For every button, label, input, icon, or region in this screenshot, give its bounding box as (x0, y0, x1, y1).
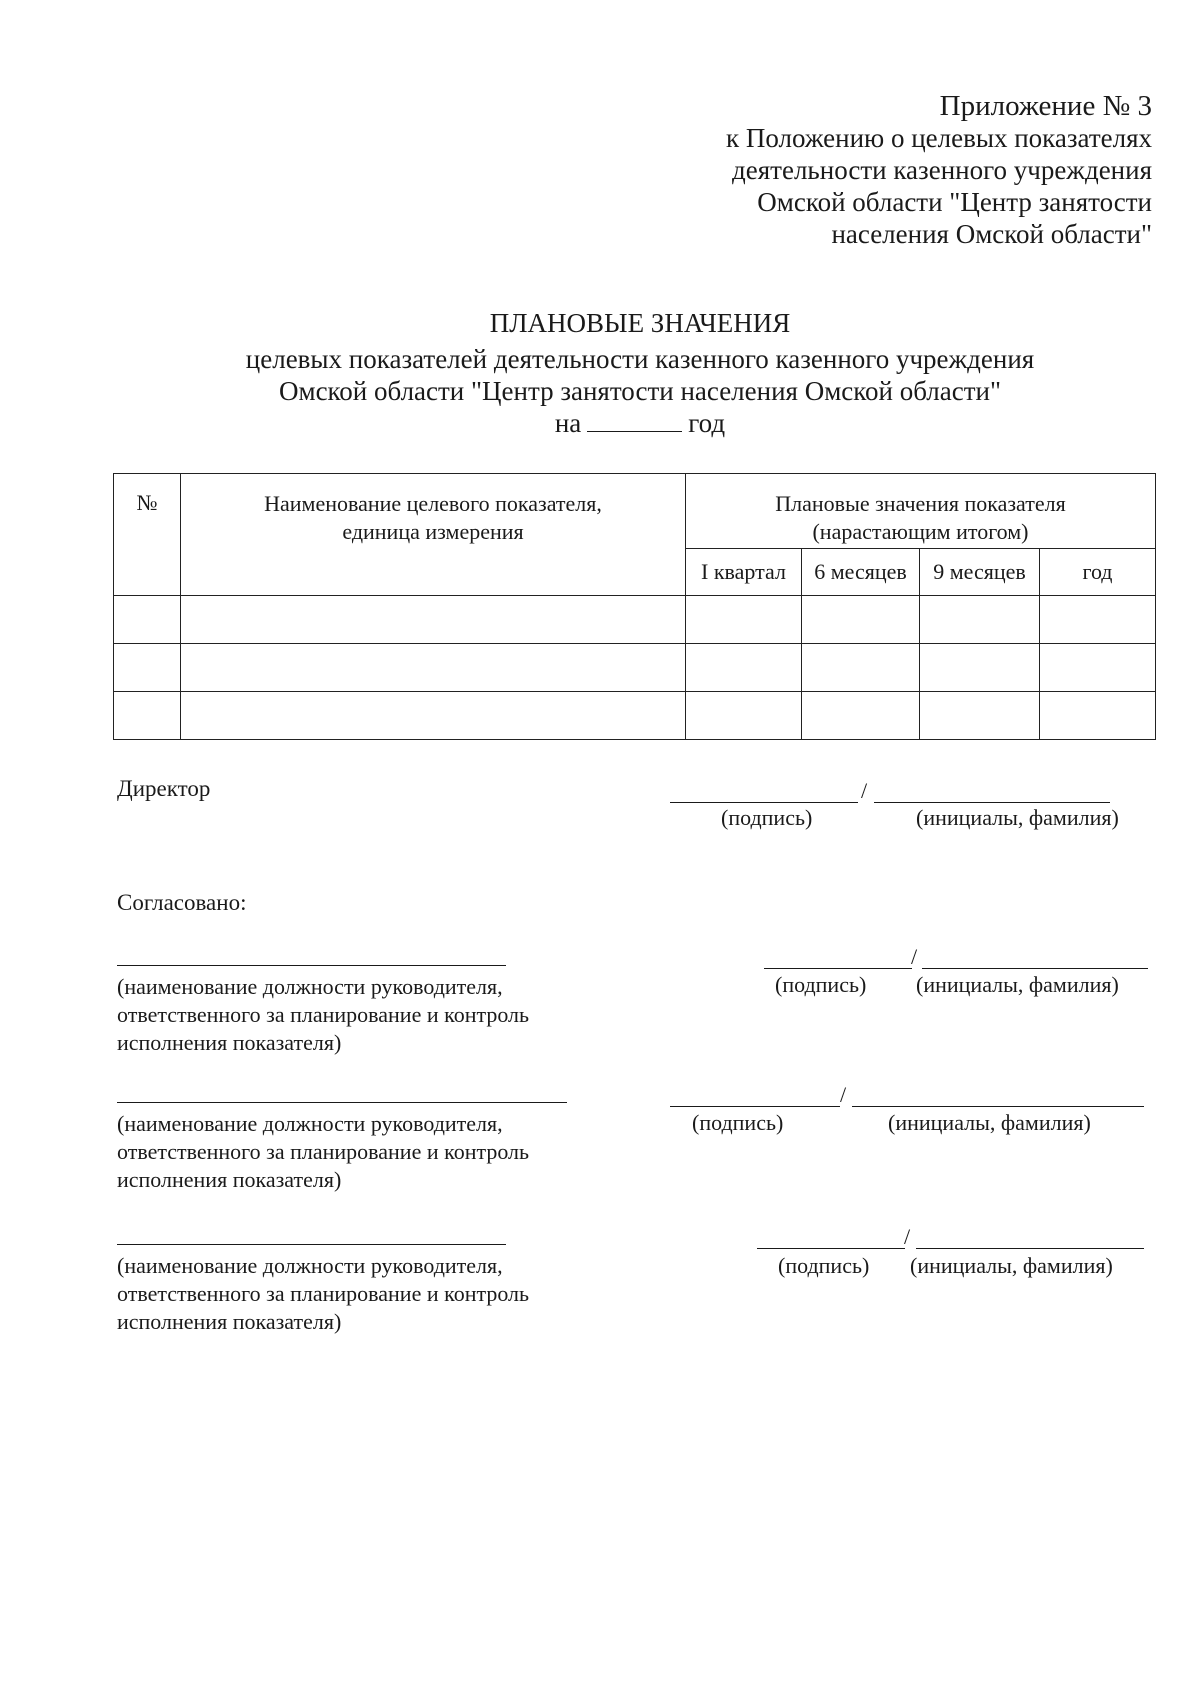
header-indicator-name (181, 474, 686, 596)
position-description-line: исполнения показателя) (117, 1309, 342, 1334)
position-description-line: исполнения показателя) (117, 1030, 342, 1055)
table-cell[interactable] (686, 596, 802, 644)
director-slash: / (861, 778, 868, 803)
table-cell[interactable] (181, 644, 686, 692)
position-description-line: исполнения показателя) (117, 1167, 342, 1192)
name-caption: (инициалы, фамилия) (888, 1110, 1091, 1135)
position-description-line: (наименование должности руководителя, (117, 974, 503, 999)
position-line[interactable] (117, 965, 506, 966)
header-indicator-name-line: Наименование целевого показателя, (264, 491, 602, 516)
signature-line[interactable] (757, 1248, 905, 1249)
table-cell[interactable] (686, 644, 802, 692)
director-signature-caption: (подпись) (721, 805, 813, 830)
header-number: № (114, 474, 181, 596)
director-signature-line[interactable] (670, 802, 858, 803)
position-description (117, 973, 637, 1057)
agreed-label: Согласовано: (117, 890, 247, 915)
header-indicator-name-line: единица измерения (342, 519, 524, 544)
position-description-line: ответственного за планирование и контроль (117, 1139, 530, 1164)
year-prefix: на (554, 408, 582, 438)
table-cell[interactable] (1040, 692, 1156, 740)
annex-reference-line: населения Омской области" (831, 219, 1152, 249)
table-cell[interactable] (920, 644, 1040, 692)
table-cell[interactable] (802, 644, 920, 692)
document-title: ПЛАНОВЫЕ ЗНАЧЕНИЯ (489, 308, 791, 338)
position-description (117, 1252, 637, 1336)
signature-caption: (подпись) (775, 972, 867, 997)
annex-reference-line: к Положению о целевых показателях (726, 123, 1152, 153)
document-subtitle: целевых показателей деятельности казенного казенного учреждения (245, 344, 1035, 374)
table-cell[interactable] (181, 692, 686, 740)
position-description-line: (наименование должности руководителя, (117, 1111, 503, 1136)
signature-slash: / (840, 1082, 847, 1107)
position-line[interactable] (117, 1244, 506, 1245)
position-description (117, 1110, 637, 1194)
table-header-row (114, 474, 1156, 549)
name-line[interactable] (922, 968, 1148, 969)
table-row (114, 596, 1156, 644)
signature-line[interactable] (764, 968, 912, 969)
table-cell[interactable] (114, 644, 181, 692)
annex-number: Приложение № 3 (939, 90, 1152, 122)
table-cell[interactable] (1040, 596, 1156, 644)
annex-reference-line: деятельности казенного учреждения (732, 155, 1152, 185)
signature-slash: / (904, 1224, 911, 1249)
year-line (40, 408, 1200, 439)
table-row (114, 692, 1156, 740)
table-cell[interactable] (1040, 644, 1156, 692)
year-suffix: год (688, 408, 726, 438)
director-name-line[interactable] (874, 802, 1110, 803)
header-9-months: 9 месяцев (920, 549, 1040, 596)
name-caption: (инициалы, фамилия) (910, 1253, 1113, 1278)
document-subtitle: Омской области "Центр занятости населения Омской области" (278, 376, 1001, 406)
header-plan-values (686, 474, 1156, 549)
table-cell[interactable] (920, 596, 1040, 644)
header-year: год (1040, 549, 1156, 596)
position-description-line: ответственного за планирование и контроль (117, 1002, 530, 1027)
signature-caption: (подпись) (778, 1253, 870, 1278)
year-blank-field[interactable] (587, 409, 682, 432)
targets-table (113, 473, 1156, 740)
signature-line[interactable] (670, 1106, 840, 1107)
header-plan-line: Плановые значения показателя (775, 491, 1066, 516)
name-line[interactable] (852, 1106, 1144, 1107)
header-plan-line: (нарастающим итогом) (812, 519, 1029, 544)
table-cell[interactable] (920, 692, 1040, 740)
signature-slash: / (911, 944, 918, 969)
name-caption: (инициалы, фамилия) (916, 972, 1119, 997)
header-6-months: 6 месяцев (802, 549, 920, 596)
position-line[interactable] (117, 1102, 567, 1103)
position-description-line: ответственного за планирование и контроль (117, 1281, 530, 1306)
position-description-line: (наименование должности руководителя, (117, 1253, 503, 1278)
table-cell[interactable] (802, 596, 920, 644)
table-cell[interactable] (802, 692, 920, 740)
header-quarter-1: I квартал (686, 549, 802, 596)
annex-reference-line: Омской области "Центр занятости (757, 187, 1152, 217)
director-name-caption: (инициалы, фамилия) (916, 805, 1119, 830)
annex-header (552, 90, 1152, 250)
signature-caption: (подпись) (692, 1110, 784, 1135)
table-cell[interactable] (686, 692, 802, 740)
name-line[interactable] (916, 1248, 1144, 1249)
table-cell[interactable] (181, 596, 686, 644)
table-row (114, 644, 1156, 692)
table-cell[interactable] (114, 596, 181, 644)
table-cell[interactable] (114, 692, 181, 740)
director-label: Директор (117, 776, 211, 801)
